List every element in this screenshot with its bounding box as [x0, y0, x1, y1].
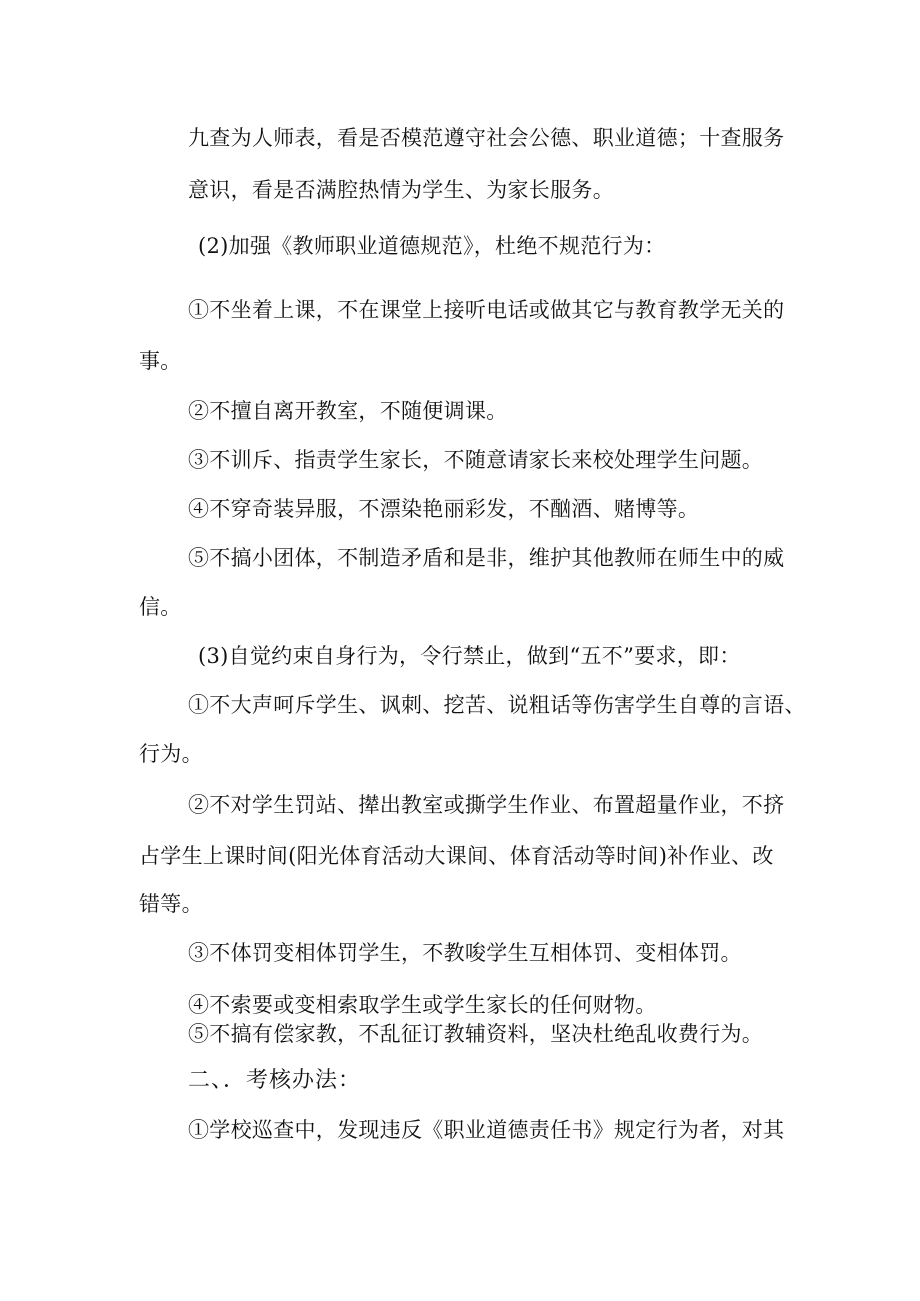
paragraph-line: ①学校巡查中，发现违反《职业道德责任书》规定行为者，对其: [188, 1118, 785, 1142]
list-item-continuation: 错等。: [139, 892, 203, 916]
list-item: ③不训斥、指责学生家长，不随意请家长来校处理学生问题。: [188, 448, 764, 472]
list-item: ⑤不搞小团体，不制造矛盾和是非，维护其他教师在师生中的威: [188, 546, 785, 570]
list-item-continuation: 信。: [139, 595, 182, 619]
paragraph-line: 九查为人师表，看是否模范遵守社会公德、职业道德；十查服务: [188, 126, 785, 150]
section-heading: (2)加强《教师职业道德规范》，杜绝不规范行为：: [198, 234, 666, 258]
list-item-continuation: 事。: [139, 349, 182, 373]
paragraph-line: 意识，看是否满腔热情为学生、为家长服务。: [188, 178, 614, 202]
section-heading: 二、．考核办法：: [188, 1068, 362, 1093]
list-item: ①不大声呵斥学生、讽刺、挖苦、说粗话等伤害学生自尊的言语、: [188, 693, 806, 717]
list-item: ②不擅自离开教室，不随便调课。: [188, 399, 508, 423]
list-item: ④不穿奇装异服，不漂染艳丽彩发，不酗酒、赌博等。: [188, 497, 700, 521]
list-item: ①不坐着上课，不在课堂上接听电话或做其它与教育教学无关的: [188, 298, 785, 322]
list-item: ④不索要或变相索取学生或学生家长的任何财物。: [188, 993, 657, 1017]
list-item: ③不体罚变相体罚学生，不教唆学生互相体罚、变相体罚。: [188, 941, 742, 965]
list-item-continuation: 占学生上课时间(阳光体育活动大课间、体育活动等时间)补作业、改: [139, 844, 774, 868]
list-item: ⑤不搞有偿家教，不乱征订教辅资料，坚决杜绝乱收费行为。: [188, 1022, 764, 1046]
section-heading: (3)自觉约束自身行为，令行禁止，做到“五不”要求，即：: [198, 644, 741, 668]
list-item-continuation: 行为。: [139, 742, 203, 766]
list-item: ②不对学生罚站、撵出教室或撕学生作业、布置超量作业，不挤: [188, 793, 785, 817]
